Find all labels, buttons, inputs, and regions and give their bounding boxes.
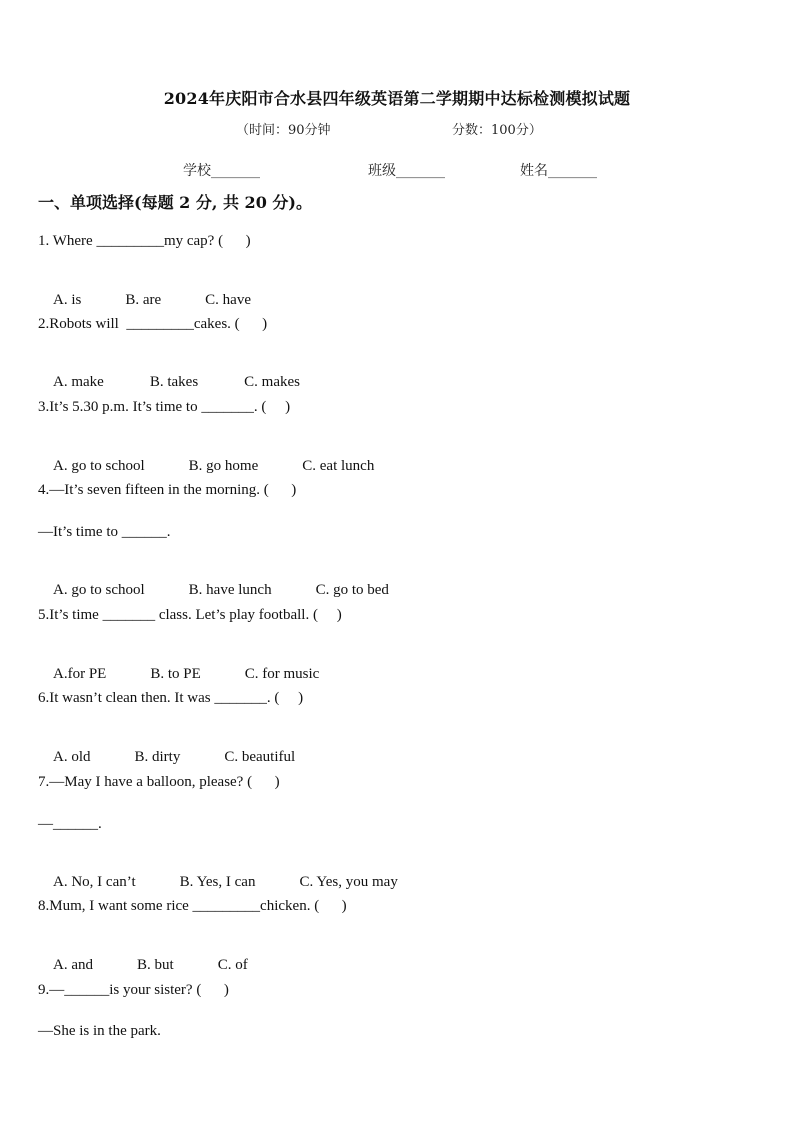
option-c[interactable]: C. Yes, you may: [299, 874, 398, 890]
section-heading: 一、单项选择(每题 2 分, 共 20 分)。: [38, 193, 312, 212]
question-7-line2: —______.: [38, 816, 102, 832]
school-field[interactable]: 学校_______: [183, 163, 260, 179]
option-a[interactable]: A. old: [53, 749, 91, 765]
option-a[interactable]: A.for PE: [53, 666, 107, 682]
option-b[interactable]: B. to PE: [150, 666, 201, 682]
option-b[interactable]: B. are: [125, 292, 162, 308]
question-7-stem: 7.—May I have a balloon, please? ( ): [38, 774, 280, 790]
class-field[interactable]: 班级_______: [368, 163, 445, 179]
option-b[interactable]: B. have lunch: [188, 582, 272, 598]
question-2-stem: 2.Robots will _________cakes. ( ): [38, 316, 268, 332]
question-1-stem: 1. Where _________my cap? ( ): [38, 233, 251, 249]
option-a[interactable]: A. No, I can’t: [53, 874, 136, 890]
option-c[interactable]: C. makes: [244, 374, 300, 390]
time-limit: （时间：90分钟: [236, 123, 331, 138]
exam-title: 2024年庆阳市合水县四年级英语第二学期期中达标检测模拟试题: [163, 89, 631, 108]
option-b[interactable]: B. dirty: [134, 749, 181, 765]
option-c[interactable]: C. beautiful: [224, 749, 296, 765]
option-a[interactable]: A. and: [53, 957, 93, 973]
option-c[interactable]: C. go to bed: [315, 582, 389, 598]
question-4-line2: —It’s time to ______.: [38, 524, 171, 540]
option-c[interactable]: C. eat lunch: [302, 458, 375, 474]
option-c[interactable]: C. for music: [244, 666, 320, 682]
question-8-stem: 8.Mum, I want some rice _________chicken. ( ): [38, 898, 347, 914]
question-3-stem: 3.It’s 5.30 p.m. It’s time to _______. ( ): [38, 399, 291, 415]
question-9-line2: —She is in the park.: [38, 1023, 161, 1039]
question-5-stem: 5.It’s time _______ class. Let’s play football. ( ): [38, 607, 342, 623]
question-6-stem: 6.It wasn’t clean then. It was _______. ( ): [38, 690, 304, 706]
option-a[interactable]: A. make: [53, 374, 104, 390]
option-c[interactable]: C. have: [205, 292, 251, 308]
question-9-stem: 9.—______is your sister? ( ): [38, 982, 229, 998]
option-a[interactable]: A. go to school: [53, 582, 145, 598]
option-a[interactable]: A. is: [53, 292, 82, 308]
option-b[interactable]: B. takes: [149, 374, 199, 390]
option-c[interactable]: C. of: [217, 957, 248, 973]
option-b[interactable]: B. go home: [188, 458, 259, 474]
option-b[interactable]: B. Yes, I can: [179, 874, 256, 890]
total-score: 分数：100分）: [452, 123, 542, 138]
option-b[interactable]: B. but: [137, 957, 174, 973]
option-a[interactable]: A. go to school: [53, 458, 145, 474]
question-4-stem: 4.—It’s seven fifteen in the morning. ( ): [38, 482, 297, 498]
name-field[interactable]: 姓名_______: [520, 163, 597, 179]
